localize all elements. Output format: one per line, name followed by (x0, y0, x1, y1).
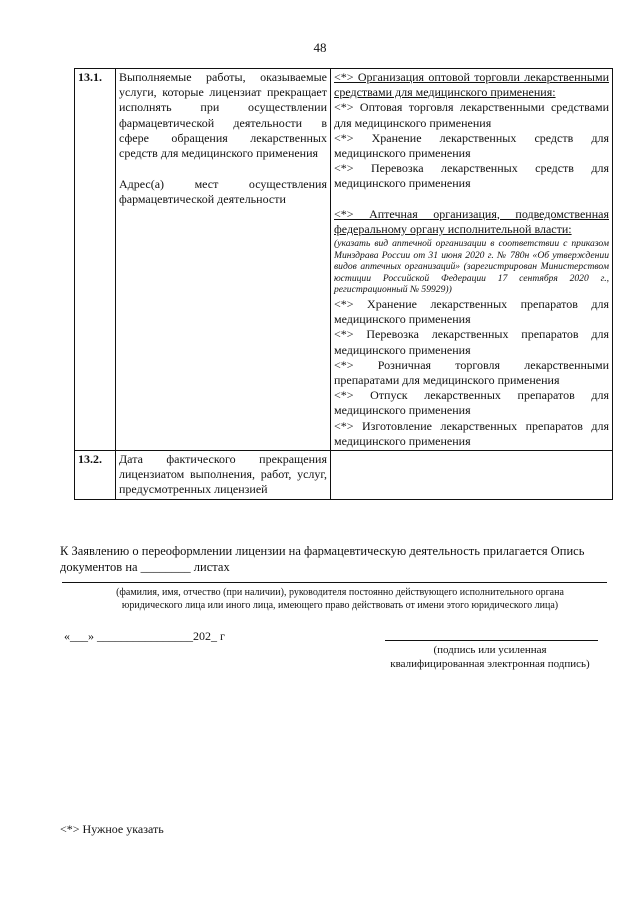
wholesale-group-title[interactable]: <*> Организация оптовой торговли лекарственными средствами для медицинского применения: (334, 70, 609, 100)
checkbox-option[interactable]: <*> Розничная торговля лекарственными препаратами для медицинского применения (334, 357, 609, 388)
row-label-cell (116, 69, 331, 451)
attachment-line: К Заявлению о переоформлении лицензии на фармацевтическую деятельность прилагается Опись (60, 544, 585, 558)
works-label: Выполняемые работы, оказываемые услуги, которые лицензиат прекращает исполнять при осуществлении фармацевтической деятельности в сфере обращения лекарственных средств для медицинского применения (119, 70, 327, 161)
pharmacy-group-title[interactable]: <*> Аптечная организация, подведомственная федеральному органу исполнительной власти: (334, 206, 609, 236)
head-name-line[interactable] (62, 582, 607, 583)
checkbox-option[interactable]: <*> Хранение лекарственных средств для медицинского применения (334, 130, 609, 161)
address-label: Адрес(а) мест осуществления фармацевтической деятельности (119, 177, 327, 207)
checkbox-option[interactable]: <*> Изготовление лекарственных препаратов для медицинского применения (334, 418, 609, 448)
pharmacy-type-note: (указать вид аптечной организации в соответствии с приказом Минздрава России от 31 июня 2020 г. № 780н «Об утверждении видов аптечных организаций» (зарегистрирован Министерством юстиции Российской Федерации 17 сентября 2020 г., регистрационный № 59929)) (334, 238, 609, 296)
attachment-pages-line[interactable]: документов на ________ листах (60, 560, 230, 574)
row-number: 13.2. (75, 451, 116, 500)
row-label-cell (116, 451, 331, 500)
page-number: 48 (313, 40, 327, 55)
end-date-label: Дата фактического прекращения лицензиатом выполнения, работ, услуг, предусмотренных лицензией (119, 452, 327, 497)
date-field[interactable]: «___» ________________202_ г (64, 629, 225, 643)
table-row (75, 69, 613, 451)
end-date-value-cell[interactable] (331, 451, 613, 500)
head-name-caption: (фамилия, имя, отчество (при наличии), руководителя постоянно действующего исполнительного органа юридического лица или иного лица, имеющего право действовать от имени этого юридического лица) (116, 587, 564, 611)
checkbox-option[interactable]: <*> Перевозка лекарственных средств для медицинского применения (334, 161, 609, 191)
signature-line[interactable] (385, 640, 598, 641)
row-number: 13.1. (75, 69, 116, 451)
footnote: <*> Нужное указать (60, 822, 164, 836)
checkbox-option[interactable]: <*> Отпуск лекарственных препаратов для медицинского применения (334, 388, 609, 418)
checkbox-option[interactable]: <*> Хранение лекарственных препаратов для медицинского применения (334, 297, 609, 327)
license-table (74, 68, 613, 500)
table-row (75, 451, 613, 500)
signature-caption-2: квалифицированная электронная подпись) (390, 658, 590, 670)
checkbox-option[interactable]: <*> Оптовая торговля лекарственными средствами для медицинского применения (334, 100, 609, 130)
signature-caption: (подпись или усиленная (433, 644, 547, 656)
row-value-cell (331, 69, 613, 451)
checkbox-option[interactable]: <*> Перевозка лекарственных препаратов для медицинского применения (334, 327, 609, 357)
